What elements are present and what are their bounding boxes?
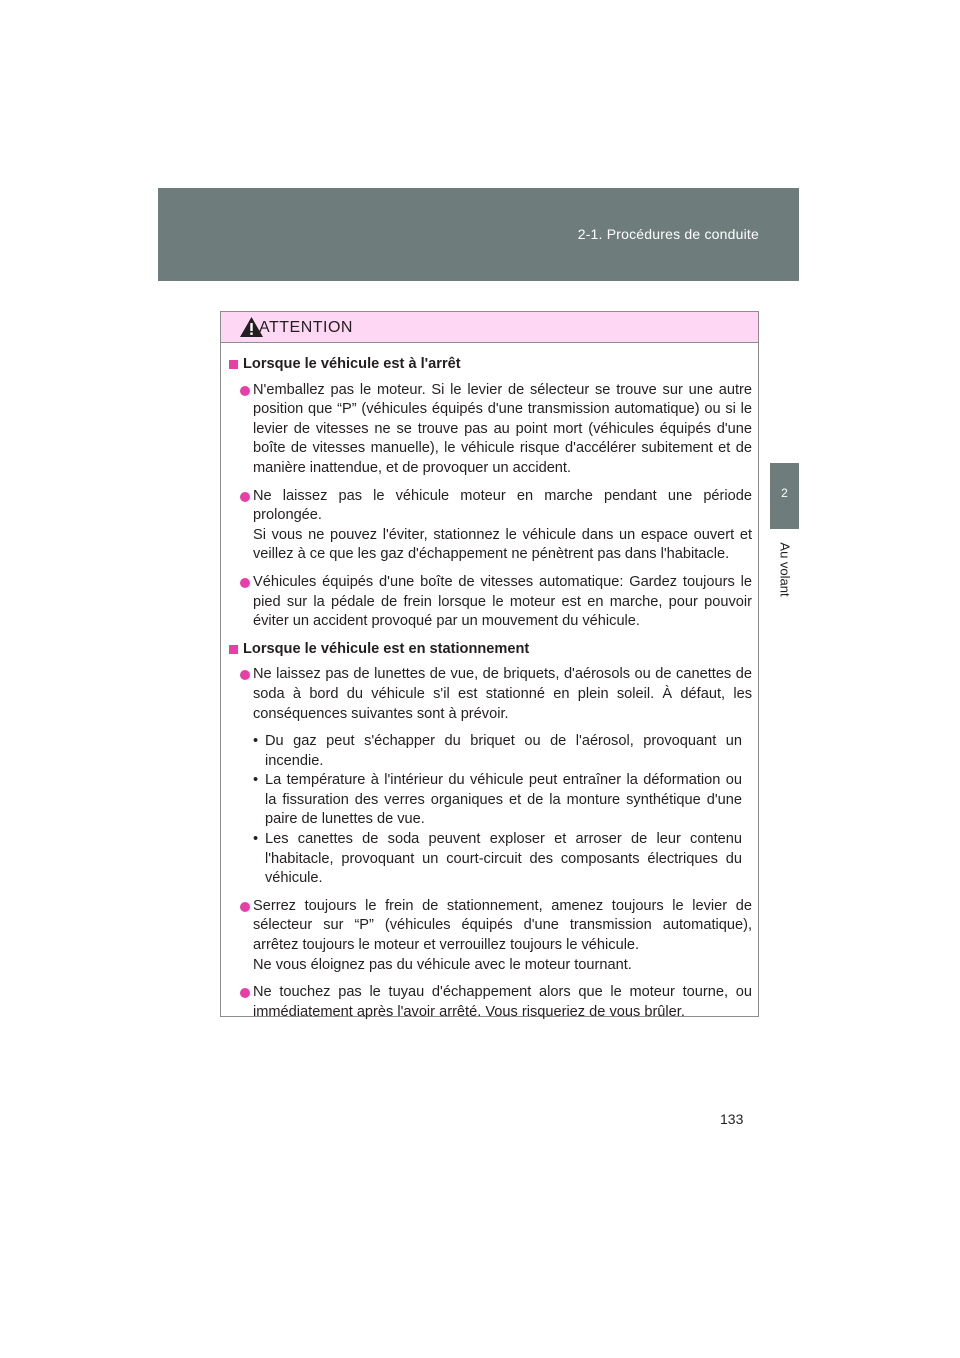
section-heading-text: Lorsque le véhicule est à l'arrêt <box>243 356 461 372</box>
section-heading <box>229 355 752 375</box>
sub-list-item <box>253 732 752 771</box>
item-paragraph: Serrez toujours le frein de stationnement, amenez toujours le levier de sélecteur sur “P” (véhicules équipés d'une transmission automatique), arrêtez toujours le moteur et verrouillez toujours le véhicule. <box>253 897 752 954</box>
round-bullet-icon <box>240 578 250 588</box>
sub-list-item-text: La température à l'intérieur du véhicule peut entraîner la déformation ou la fissuration des verres organiques et de la monture synthétique d'une paire de lunettes de vue. <box>265 772 742 828</box>
list-item <box>229 897 752 975</box>
chapter-tab <box>770 463 799 529</box>
sub-list-item <box>253 771 752 830</box>
dot-bullet-icon: • <box>253 772 259 789</box>
section-heading <box>229 640 752 660</box>
round-bullet-icon <box>240 492 250 502</box>
dot-bullet-icon: • <box>253 831 259 848</box>
item-paragraph: N'emballez pas le moteur. Si le levier de sélecteur se trouve sur une autre position que “P” (véhicules équipés d'une transmission automatique) ou si le levier de vitesses ne se trouve pas au point mort (véhicules équipés d'une boîte de vitesses manuelle), le véhicule risque d'accélérer subitement et de manière inattendue, et de provoquer un accident. <box>253 381 752 476</box>
warning-content <box>221 343 758 1022</box>
section-heading-text: Lorsque le véhicule est en stationnement <box>243 640 530 657</box>
chapter-label-container <box>771 534 799 604</box>
list-item <box>229 487 752 565</box>
warning-box <box>220 311 759 1020</box>
chapter-label: Au volant <box>777 541 793 597</box>
header-band <box>158 188 799 281</box>
chapter-number: 2 <box>781 486 788 500</box>
sub-list-item-text: Du gaz peut s'échapper du briquet ou de l'aérosol, provoquant un incendie. <box>265 733 742 769</box>
list-item <box>229 573 752 632</box>
list-item <box>229 381 752 479</box>
section-title: 2-1. Procédures de conduite <box>577 226 759 242</box>
page-number: 133 <box>720 1111 744 1127</box>
round-bullet-icon <box>240 386 250 396</box>
round-bullet-icon <box>240 902 250 912</box>
square-bullet-icon <box>229 360 238 369</box>
round-bullet-icon <box>240 670 250 680</box>
sub-list-item-text: Les canettes de soda peuvent exploser et arroser de leur contenu l'habitacle, provoquant un court-circuit des composants électriques du véhicule. <box>265 831 742 887</box>
warning-title: ATTENTION <box>259 319 353 336</box>
round-bullet-icon <box>240 988 250 998</box>
dot-bullet-icon: • <box>253 733 259 750</box>
list-item <box>229 983 752 1022</box>
item-paragraph: Ne touchez pas le tuyau d'échappement alors que le moteur tourne, ou immédiatement après l'avoir arrêté. Vous risqueriez de vous brûler. <box>253 984 752 1020</box>
item-paragraph: Ne vous éloignez pas du véhicule avec le moteur tournant. <box>253 956 632 973</box>
item-paragraph: Si vous ne pouvez l'éviter, stationnez le véhicule dans un espace ouvert et veillez à ce que les gaz d'échappement ne pénètrent pas dans l'habitacle. <box>253 526 752 563</box>
item-paragraph: Véhicules équipés d'une boîte de vitesses automatique: Gardez toujours le pied sur la pédale de frein lorsque le moteur est en marche, pour pouvoir éviter un accident provoqué par un mouvement du véhicule. <box>253 573 752 630</box>
item-paragraph: Ne laissez pas le véhicule moteur en marche pendant une période prolongée. <box>253 487 752 524</box>
sub-list <box>253 732 752 889</box>
item-paragraph: Ne laissez pas de lunettes de vue, de briquets, d'aérosols ou de canettes de soda à bord du véhicule s'il est stationné en plein soleil. À défaut, les conséquences suivantes sont à prévoir. <box>253 666 752 722</box>
list-item <box>229 665 752 889</box>
sub-list-item <box>253 830 752 889</box>
warning-header <box>221 312 758 343</box>
square-bullet-icon <box>229 645 238 654</box>
